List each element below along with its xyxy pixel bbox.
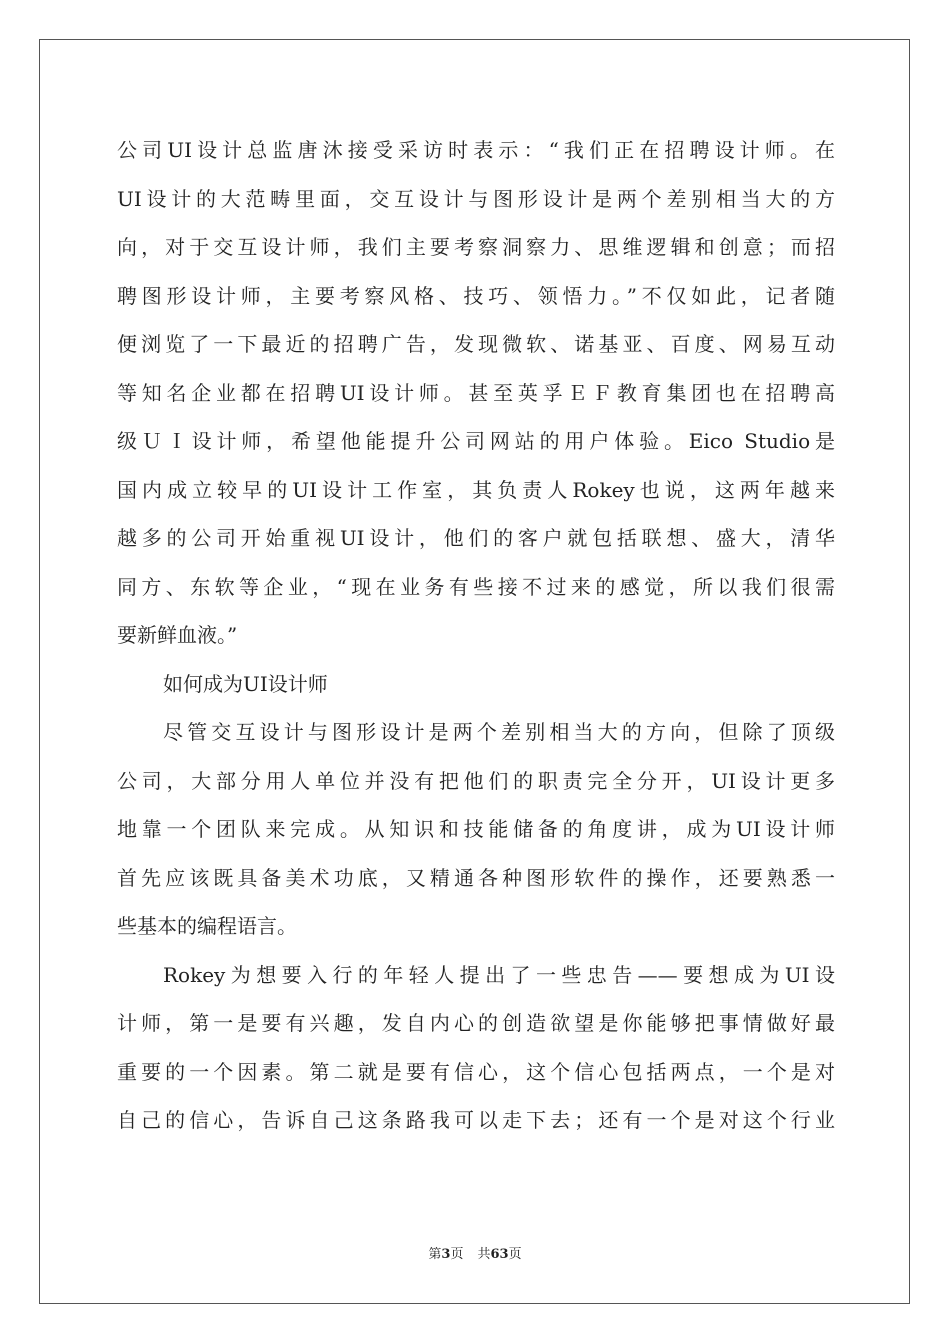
paragraph-line: 公司，大部分用人单位并没有把他们的职责完全分开，UI设计更多 xyxy=(117,768,835,793)
paragraph-line: 向，对于交互设计师，我们主要考察洞察力、思维逻辑和创意；而招 xyxy=(117,235,835,259)
total-pages: 63 xyxy=(490,1247,509,1262)
paragraph-line: 等知名企业都在招聘UI设计师。甚至英孚ＥＦ教育集团也在招聘高 xyxy=(117,380,835,405)
paragraph-line: 国内成立较早的UI设计工作室，其负责人Rokey也说，这两年越来 xyxy=(117,477,835,502)
paragraph-line: UI设计的大范畴里面，交互设计与图形设计是两个差别相当大的方 xyxy=(117,186,835,211)
paragraph-line: 公司UI设计总监唐沐接受采访时表示：“我们正在招聘设计师。在 xyxy=(117,138,835,162)
paragraph-line: Rokey为想要入行的年轻人提出了一些忠告——要想成为UI设 xyxy=(163,962,835,987)
paragraph-line: 计师，第一是要有兴趣，发自内心的创造欲望是你能够把事情做好最 xyxy=(117,1011,835,1035)
paragraph-line: 地靠一个团队来完成。从知识和技能储备的角度讲，成为UI设计师 xyxy=(117,817,835,841)
paragraph-line: 自己的信心，告诉自己这条路我可以走下去；还有一个是对这个行业 xyxy=(117,1108,835,1132)
section-heading: 如何成为UI设计师 xyxy=(163,671,328,696)
paragraph-line: 要新鲜血液。” xyxy=(117,623,238,647)
paragraph-line: 越多的公司开始重视UI设计，他们的客户就包括联想、盛大，清华 xyxy=(117,526,835,550)
page-prefix: 第 xyxy=(428,1247,442,1262)
page-footer xyxy=(0,1243,950,1262)
paragraph-line: 便浏览了一下最近的招聘广告，发现微软、诺基亚、百度、网易互动 xyxy=(117,332,835,356)
paragraph-line: 同方、东软等企业，“现在业务有些接不过来的感觉，所以我们很需 xyxy=(117,574,835,599)
paragraph-line: 级ＵＩ设计师，希望他能提升公司网站的用户体验。Eico Studio是 xyxy=(117,429,835,453)
document-body xyxy=(117,126,835,1145)
total-prefix: 共 xyxy=(477,1247,491,1262)
page-number: 3 xyxy=(441,1247,451,1262)
paragraph-line: 重要的一个因素。第二就是要有信心，这个信心包括两点，一个是对 xyxy=(117,1059,835,1084)
paragraph-line: 首先应该既具备美术功底，又精通各种图形软件的操作，还要熟悉一 xyxy=(117,865,835,890)
paragraph-line: 尽管交互设计与图形设计是两个差别相当大的方向，但除了顶级 xyxy=(163,720,835,744)
page-suffix: 页 xyxy=(450,1247,464,1262)
total-suffix: 页 xyxy=(508,1247,522,1262)
paragraph-line: 聘图形设计师，主要考察风格、技巧、领悟力。”不仅如此，记者随 xyxy=(117,283,835,308)
paragraph-line: 些基本的编程语言。 xyxy=(117,914,297,938)
